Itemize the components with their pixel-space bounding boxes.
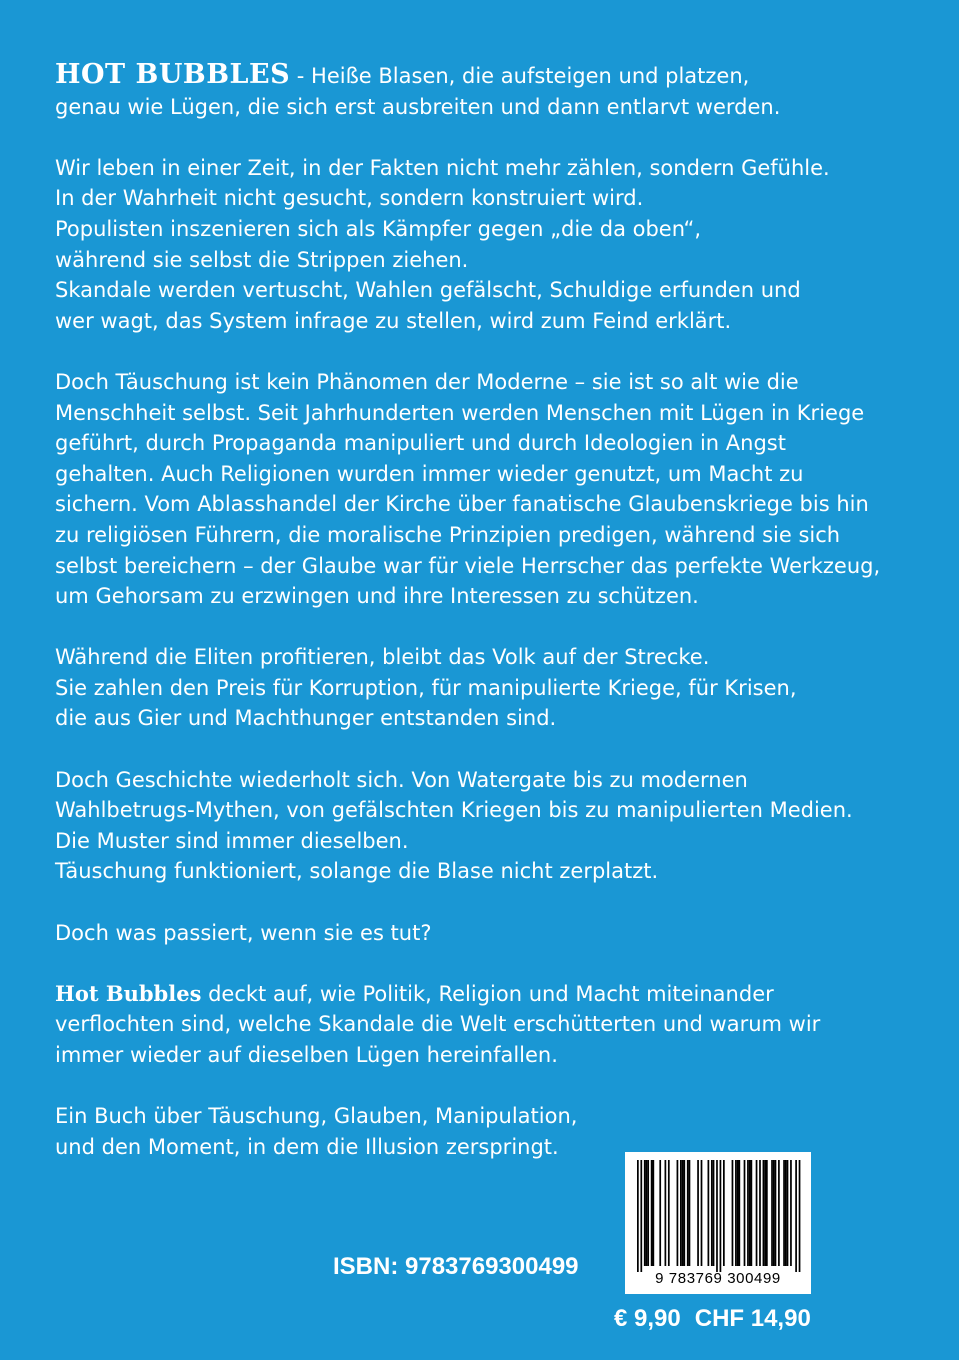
- barcode-bar: [751, 1160, 753, 1266]
- paragraph-line: und den Moment, in dem die Illusion zerspringt.: [55, 1134, 559, 1159]
- paragraph-line: selbst bereichern – der Glaube war für viele Herrscher das perfekte Werkzeug,: [55, 553, 881, 578]
- barcode-bar: [764, 1160, 766, 1266]
- barcode-bar: [701, 1160, 703, 1266]
- barcode-bar: [799, 1160, 801, 1272]
- barcode-bar: [790, 1160, 792, 1266]
- barcode-bar: [720, 1160, 722, 1272]
- paragraph-elites: [55, 642, 925, 734]
- paragraph-line: sichern. Vom Ablasshandel der Kirche über fanatische Glaubenskriege bis hin: [55, 492, 869, 517]
- barcode-bar: [759, 1160, 761, 1266]
- barcode-digits: 9 783769 300499: [655, 1270, 781, 1287]
- paragraph-line: verflochten sind, welche Skandale die Welt erschütterten und warum wir: [55, 1012, 821, 1037]
- intro-line-2: genau wie Lügen, die sich erst ausbreiten und dann entlarvt werden.: [55, 94, 781, 119]
- paragraph-line: Doch Täuschung ist kein Phänomen der Moderne – sie ist so alt wie die: [55, 369, 799, 394]
- intro-paragraph: [55, 60, 925, 122]
- paragraph-line: Die Muster sind immer dieselben.: [55, 828, 409, 853]
- paragraph-line: während sie selbst die Strippen ziehen.: [55, 247, 469, 272]
- intro-line-1-text: - Heiße Blasen, die aufsteigen und platzen,: [290, 64, 750, 88]
- barcode-bar: [697, 1160, 699, 1266]
- barcode-bar: [795, 1160, 797, 1272]
- barcode-bar: [683, 1160, 685, 1266]
- paragraph-line: Während die Eliten profitieren, bleibt das Volk auf der Strecke.: [55, 645, 710, 670]
- barcode-bar: [687, 1160, 689, 1266]
- paragraph-line: Doch was passiert, wenn sie es tut?: [55, 920, 432, 945]
- barcode-bar: [713, 1160, 715, 1266]
- paragraph-line: geführt, durch Propaganda manipuliert und durch Ideologien in Angst: [55, 431, 786, 456]
- barcode-bar: [785, 1160, 787, 1266]
- barcode-bar: [783, 1160, 785, 1266]
- barcode-bar: [647, 1160, 649, 1266]
- barcode-bar: [775, 1160, 777, 1266]
- barcode-bar: [771, 1160, 773, 1266]
- barcode-bar: [749, 1160, 751, 1266]
- barcode-bar: [668, 1160, 670, 1266]
- price-eur: € 9,90: [614, 1305, 681, 1332]
- barcode-bar: [778, 1160, 780, 1266]
- paragraph-line: um Gehorsam zu erzwingen und ihre Interessen zu schützen.: [55, 584, 699, 609]
- barcode-bar: [711, 1160, 713, 1266]
- brand-title: HOT BUBBLES: [55, 59, 291, 90]
- reveal-line-1: [55, 979, 925, 1010]
- paragraph-line: gehalten. Auch Religionen wurden immer wieder genutzt, um Macht zu: [55, 461, 804, 486]
- barcode-bar: [689, 1160, 691, 1266]
- paragraph-reveal: [55, 979, 925, 1071]
- barcode-bar: [652, 1160, 654, 1266]
- barcode-bar: [747, 1160, 749, 1266]
- intro-line-1: [55, 60, 925, 92]
- barcode-bar: [651, 1160, 653, 1266]
- barcode-bar: [708, 1160, 710, 1266]
- brand-title-inline: Hot Bubbles: [55, 980, 202, 1006]
- back-cover-text: [55, 60, 925, 1193]
- paragraph-line: Sie zahlen den Preis für Korruption, für manipulierte Kriege, für Krisen,: [55, 675, 797, 700]
- paragraph-line: wer wagt, das System infrage zu stellen, wird zum Feind erklärt.: [55, 308, 732, 333]
- barcode-bar: [763, 1160, 765, 1266]
- barcode-bar: [680, 1160, 682, 1266]
- barcode-bar: [738, 1160, 740, 1266]
- barcode-bar: [732, 1160, 734, 1266]
- barcode-bar: [744, 1160, 746, 1266]
- paragraph-line: Ein Buch über Täuschung, Glauben, Manipulation,: [55, 1104, 578, 1129]
- paragraph-line: zu religiösen Führern, die moralische Prinzipien predigen, während sie sich: [55, 522, 841, 547]
- paragraph-line: Skandale werden vertuscht, Wahlen gefälscht, Schuldige erfunden und: [55, 278, 801, 303]
- barcode: [625, 1152, 811, 1294]
- paragraph-line: Wahlbetrugs-Mythen, von gefälschten Kriegen bis zu manipulierten Medien.: [55, 798, 853, 823]
- barcode-bar: [644, 1160, 646, 1266]
- barcode-bar: [787, 1160, 789, 1266]
- paragraph-era: [55, 153, 925, 337]
- barcode-bar: [637, 1160, 639, 1272]
- price-chf: CHF 14,90: [694, 1305, 811, 1332]
- barcode-bar: [646, 1160, 648, 1266]
- paragraph-line: Doch Geschichte wiederholt sich. Von Watergate bis zu modernen: [55, 767, 748, 792]
- paragraph-history: [55, 367, 925, 612]
- paragraph-line: Populisten inszenieren sich als Kämpfer gegen „die da oben“,: [55, 216, 702, 241]
- paragraph-line: Täuschung funktioniert, solange die Blase nicht zerplatzt.: [55, 859, 659, 884]
- price-tag: [614, 1305, 811, 1333]
- barcode-bar: [665, 1160, 667, 1266]
- barcode-bar: [659, 1160, 661, 1266]
- reveal-line-1-text: deckt auf, wie Politik, Religion und Macht miteinander: [201, 981, 774, 1006]
- paragraph-line: immer wieder auf dieselben Lügen hereinfallen.: [55, 1043, 558, 1067]
- paragraph-repeats: [55, 765, 925, 887]
- barcode-bar: [682, 1160, 684, 1266]
- barcode-bar: [737, 1160, 739, 1266]
- barcode-bar: [773, 1160, 775, 1266]
- paragraph-line: In der Wahrheit nicht gesucht, sondern konstruiert wird.: [55, 186, 644, 211]
- barcode-bar: [677, 1160, 679, 1266]
- barcode-bar: [756, 1160, 758, 1266]
- barcode-bar: [735, 1160, 737, 1266]
- paragraph-line: die aus Gier und Machthunger entstanden sind.: [55, 706, 557, 731]
- isbn-label: ISBN: 9783769300499: [333, 1253, 579, 1280]
- barcode-bar: [640, 1160, 642, 1272]
- barcode-bar: [716, 1160, 718, 1272]
- barcode-bar: [766, 1160, 768, 1266]
- paragraph-question: [55, 918, 925, 949]
- barcode-bar: [723, 1160, 725, 1266]
- paragraph-line: Wir leben in einer Zeit, in der Fakten nicht mehr zählen, sondern Gefühle.: [55, 155, 830, 180]
- paragraph-line: Menschheit selbst. Seit Jahrhunderten werden Menschen mit Lügen in Kriege: [55, 400, 865, 425]
